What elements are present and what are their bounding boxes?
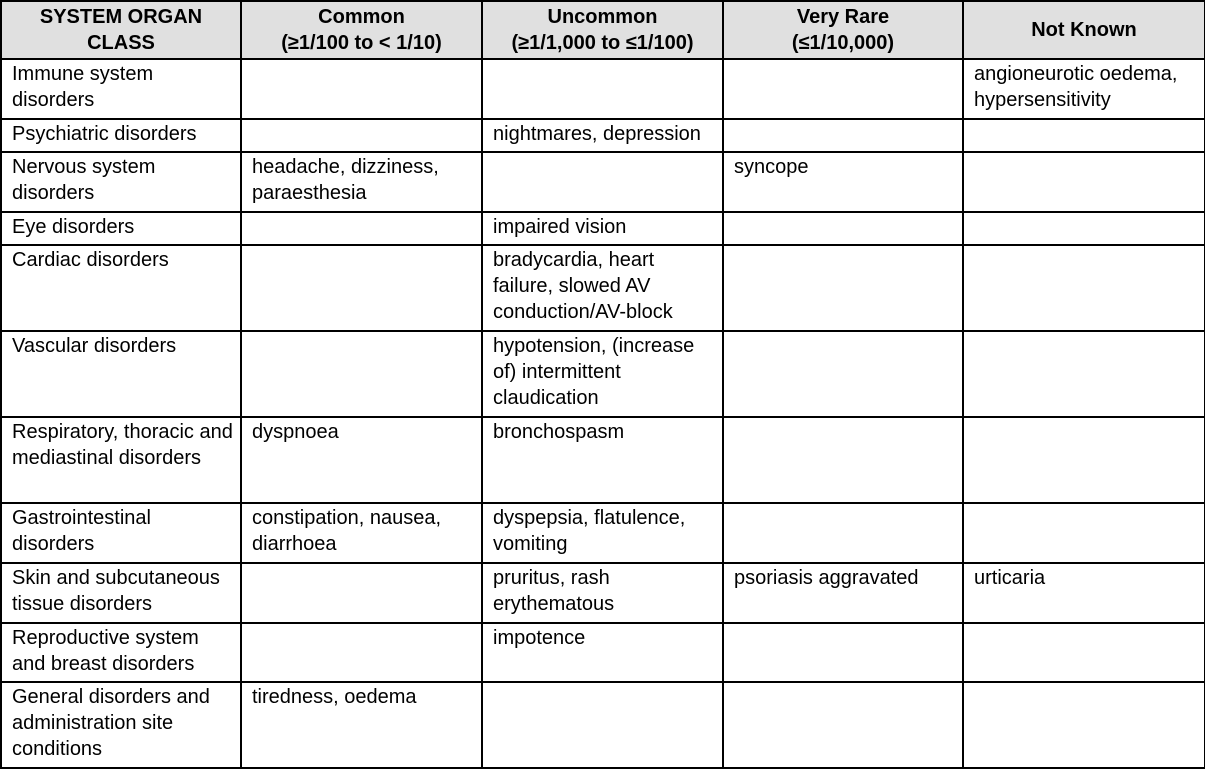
header-row xyxy=(1,1,1205,59)
header-not-known xyxy=(963,1,1205,59)
header-line-2: CLASS xyxy=(87,32,155,54)
cell-uncommon: impaired vision xyxy=(482,212,723,245)
table-row xyxy=(1,503,1205,563)
cell-very-rare xyxy=(723,503,963,563)
cell-very-rare: syncope xyxy=(723,152,963,212)
cell-uncommon: bradycardia, heart failure, slowed AV conduction/AV-block xyxy=(482,245,723,331)
cell-common xyxy=(241,563,482,623)
table-row xyxy=(1,119,1205,152)
header-line-1: Common xyxy=(318,6,405,28)
table-row xyxy=(1,682,1205,768)
cell-uncommon: impotence xyxy=(482,623,723,682)
cell-common xyxy=(241,623,482,682)
table-row xyxy=(1,152,1205,212)
cell-not-known xyxy=(963,503,1205,563)
table-row xyxy=(1,212,1205,245)
header-line-2: (≥1/100 to < 1/10) xyxy=(281,32,442,54)
cell-common xyxy=(241,245,482,331)
cell-system-organ-class: Eye disorders xyxy=(1,212,241,245)
cell-very-rare xyxy=(723,417,963,503)
header-very-rare xyxy=(723,1,963,59)
cell-very-rare xyxy=(723,59,963,119)
cell-very-rare xyxy=(723,212,963,245)
cell-uncommon: hypotension, (increase of) intermittent claudication xyxy=(482,331,723,417)
cell-very-rare xyxy=(723,682,963,768)
cell-system-organ-class: Nervous system disorders xyxy=(1,152,241,212)
header-line-1: SYSTEM ORGAN xyxy=(39,6,203,28)
header-common xyxy=(241,1,482,59)
cell-system-organ-class: General disorders and administration site conditions xyxy=(1,682,241,768)
cell-uncommon: dyspepsia, flatulence, vomiting xyxy=(482,503,723,563)
cell-uncommon xyxy=(482,152,723,212)
cell-common: constipation, nausea, diarrhoea xyxy=(241,503,482,563)
cell-uncommon xyxy=(482,59,723,119)
cell-very-rare: psoriasis aggravated xyxy=(723,563,963,623)
cell-very-rare xyxy=(723,119,963,152)
cell-very-rare xyxy=(723,331,963,417)
cell-uncommon: bronchospasm xyxy=(482,417,723,503)
cell-not-known xyxy=(963,152,1205,212)
cell-not-known xyxy=(963,245,1205,331)
cell-system-organ-class: Respiratory, thoracic and mediastinal disorders xyxy=(1,417,241,503)
table-row xyxy=(1,563,1205,623)
table-row xyxy=(1,245,1205,331)
cell-system-organ-class: Psychiatric disorders xyxy=(1,119,241,152)
cell-system-organ-class: Gastrointestinal disorders xyxy=(1,503,241,563)
cell-common: dyspnoea xyxy=(241,417,482,503)
cell-not-known xyxy=(963,331,1205,417)
cell-not-known xyxy=(963,623,1205,682)
cell-system-organ-class: Immune system disorders xyxy=(1,59,241,119)
header-uncommon xyxy=(482,1,723,59)
cell-not-known xyxy=(963,119,1205,152)
table-row xyxy=(1,59,1205,119)
cell-very-rare xyxy=(723,623,963,682)
header-line-2: (≥1/1,000 to ≤1/100) xyxy=(511,32,694,54)
header-line-1: Uncommon xyxy=(547,6,658,28)
header-line-1: Not Known xyxy=(1031,19,1137,41)
cell-very-rare xyxy=(723,245,963,331)
cell-uncommon: nightmares, depression xyxy=(482,119,723,152)
cell-common xyxy=(241,119,482,152)
cell-common xyxy=(241,212,482,245)
cell-uncommon xyxy=(482,682,723,768)
cell-not-known: angioneurotic oedema, hypersensitivity xyxy=(963,59,1205,119)
table-row xyxy=(1,417,1205,503)
cell-common: tiredness, oedema xyxy=(241,682,482,768)
cell-common xyxy=(241,59,482,119)
cell-system-organ-class: Cardiac disorders xyxy=(1,245,241,331)
cell-common: headache, dizziness, paraesthesia xyxy=(241,152,482,212)
cell-not-known xyxy=(963,212,1205,245)
cell-common xyxy=(241,331,482,417)
cell-system-organ-class: Reproductive system and breast disorders xyxy=(1,623,241,682)
header-line-2: (≤1/10,000) xyxy=(791,32,895,54)
header-system-organ-class xyxy=(1,1,241,59)
cell-uncommon: pruritus, rash erythematous xyxy=(482,563,723,623)
table-row xyxy=(1,623,1205,682)
cell-not-known xyxy=(963,682,1205,768)
header-line-1: Very Rare xyxy=(796,6,890,28)
cell-not-known: urticaria xyxy=(963,563,1205,623)
cell-not-known xyxy=(963,417,1205,503)
cell-system-organ-class: Vascular disorders xyxy=(1,331,241,417)
cell-system-organ-class: Skin and subcutaneous tissue disorders xyxy=(1,563,241,623)
table-row xyxy=(1,331,1205,417)
